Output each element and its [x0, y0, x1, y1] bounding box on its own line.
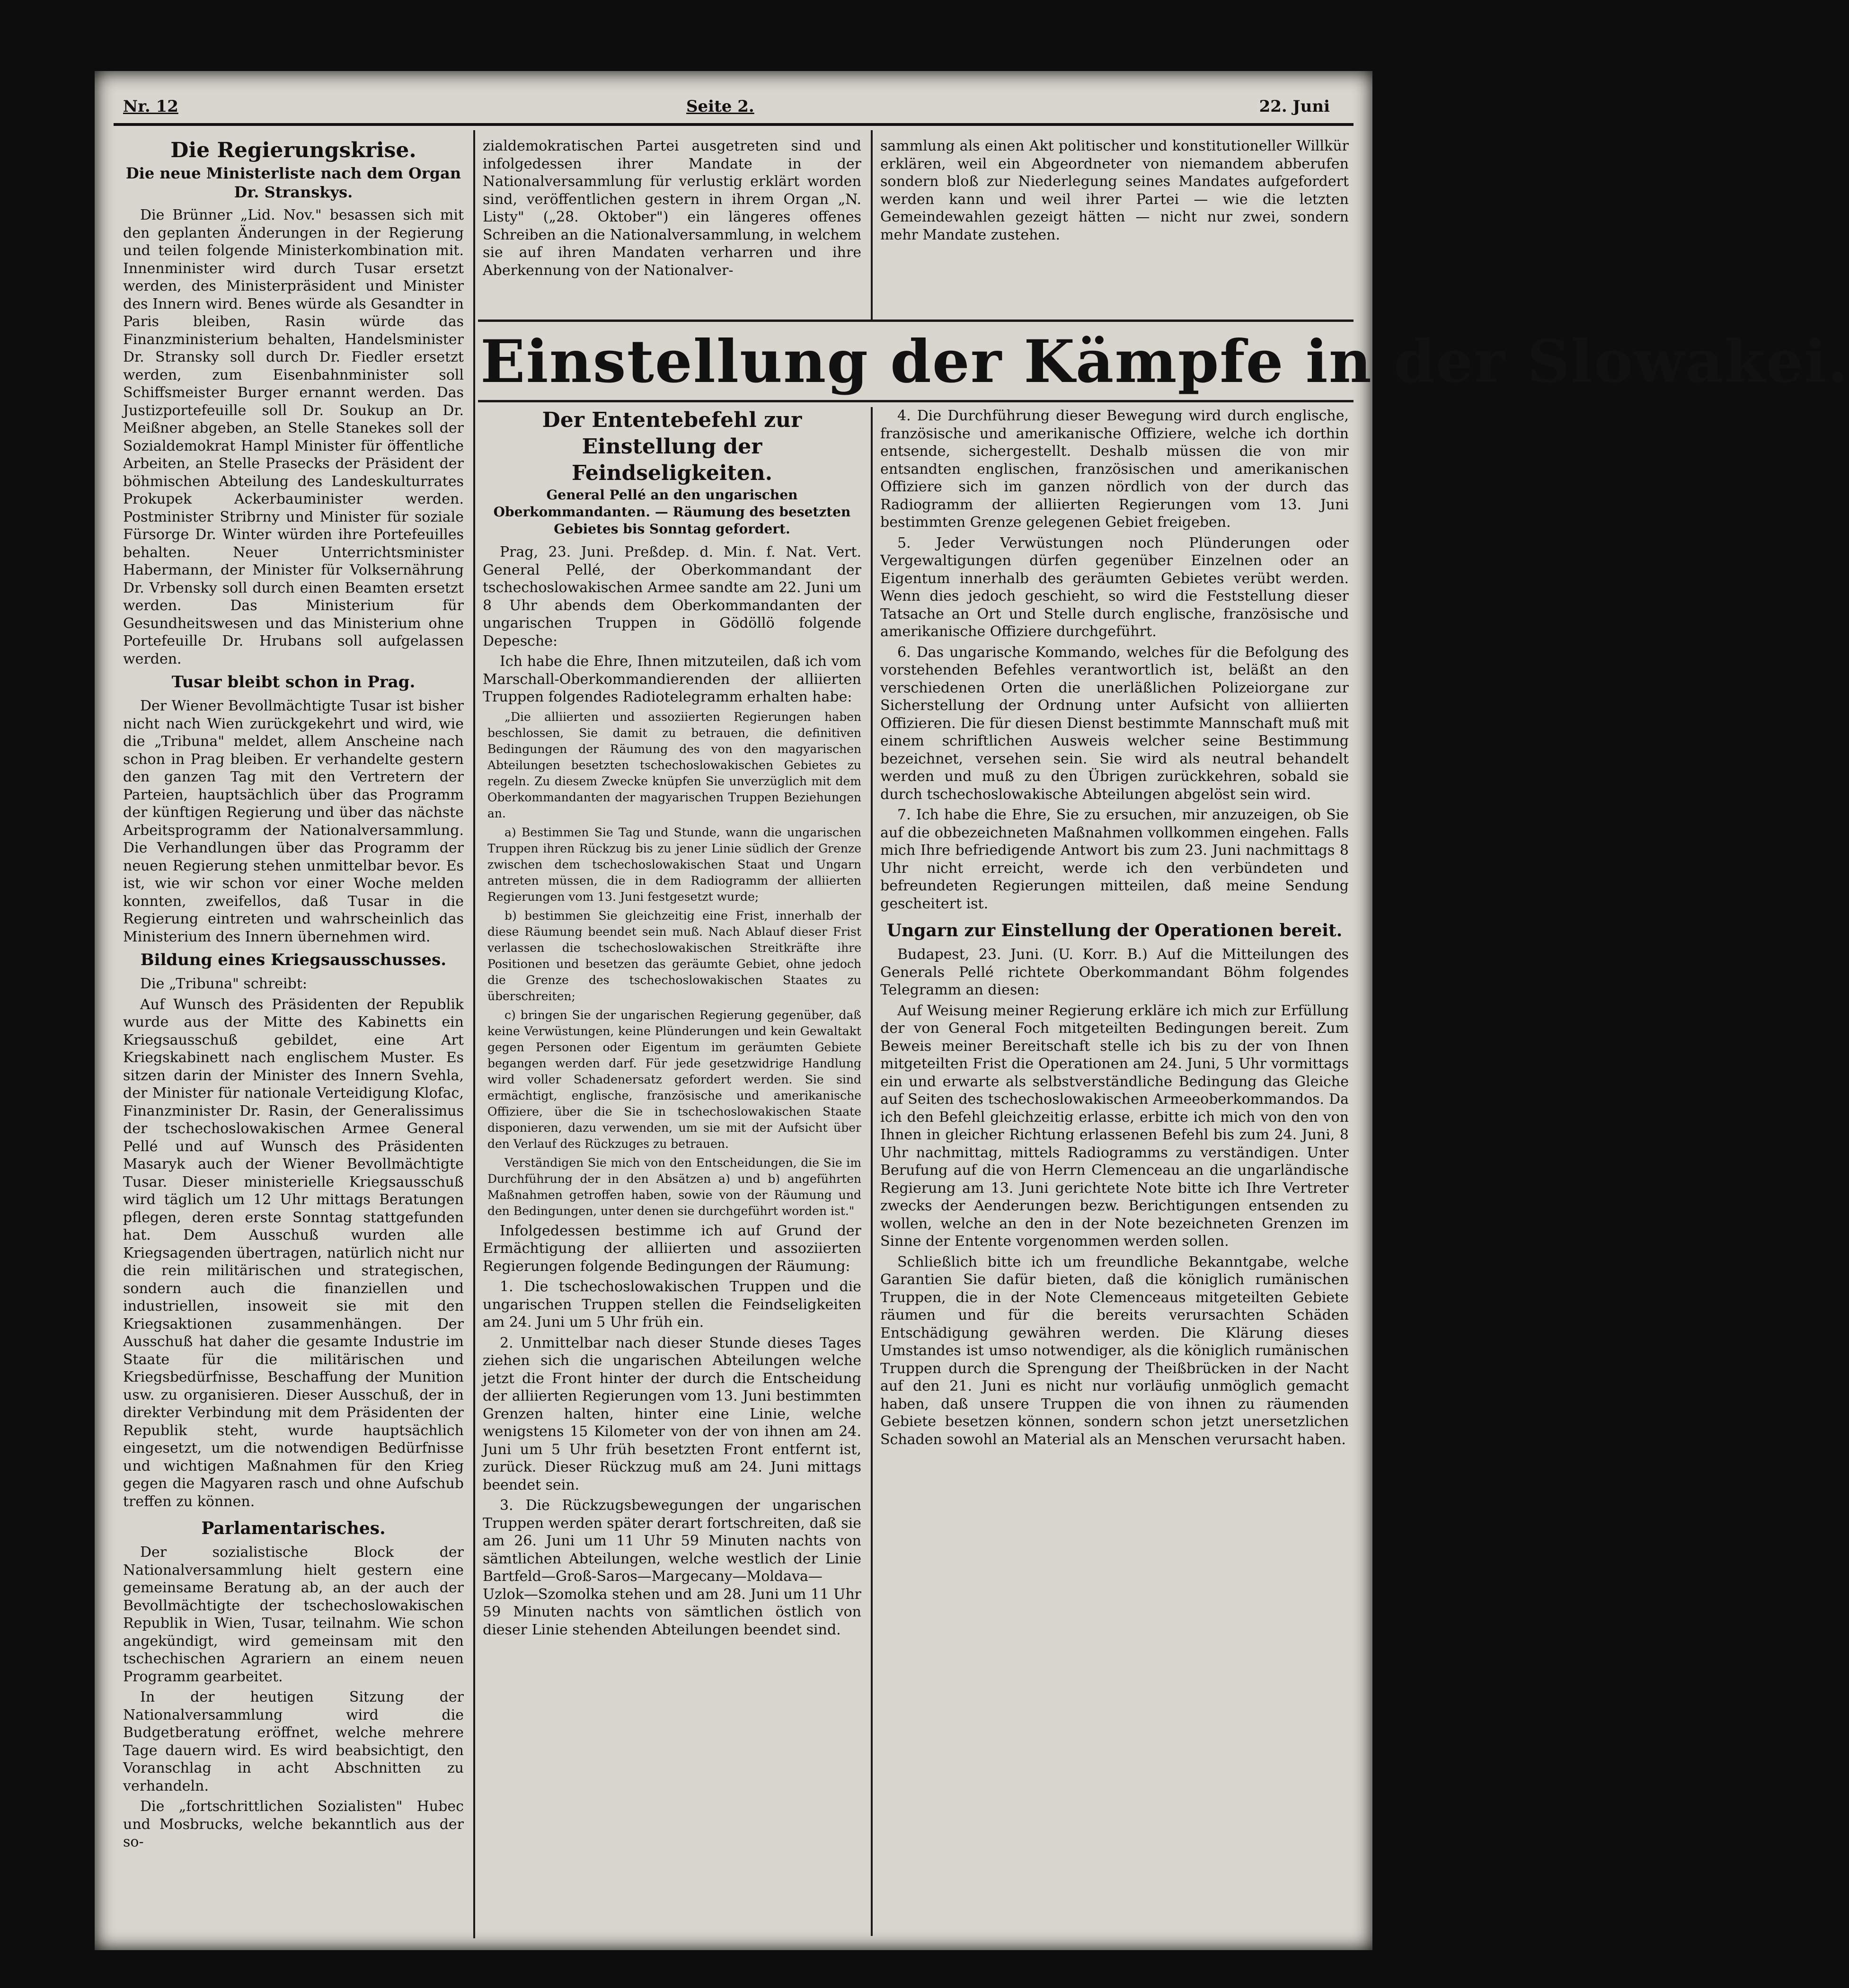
paragraph: zialdemokratischen Partei ausgetreten sind und infolgedessen ihrer Mandate in der Nationalversammlung für verlustig erklärt worden sind, veröffentlichen gestern in ihrem Organ „N. Listy" („28. Oktober") ein längeres offenes Schreiben an die Nationalversammlung, in welchem sie auf ihren Mandaten verharren und ihre Aberkennung von der Nationalver- [483, 138, 861, 279]
banner-headline: Einstellung der Kämpfe in der Slowakei. [480, 328, 1849, 396]
article-title-tusar: Tusar bleibt schon in Prag. [171, 673, 416, 692]
paragraph: 6. Das ungarische Kommando, welches für die Befolgung des vorstehenden Befehles verantwortlich ist, beläßt an den verschiedenen Orten die unerläßlichen Polizeiorgane zur Sicherstellung der Ordnung unter Aufsicht von alliierten Offizieren. Die für diesen Dienst bestimmte Mannschaft muß mit einem schriftlichen Ausweis welcher seine Bestimmung bezeichnet, versehen sein. Sie wird als neutral behandelt werden und muß zu den Übrigen zurückkehren, sobald sie durch tschechoslowakische Abteilungen abgelöst sein wird. [880, 644, 1349, 803]
column-rule-2 [871, 407, 873, 1936]
column-right-top [880, 137, 1349, 317]
paragraph: Auf Weisung meiner Regierung erkläre ich mich zur Erfüllung der von General Foch mitgeteilten Bedingungen bereit. Zum Beweis meiner Bereitschaft stelle ich bis zu der von Ihnen mitgeteilten Frist die Operationen am 24. Juni, 5 Uhr vormittags ein und erwarte als selbstverständliche Bedingung das Gleiche auf Seiten des tschechoslowakischen Armeeoberkommandos. Da ich den Befehl gleichzeitig erlasse, erbitte ich mich von den von Ihnen in gleicher Richtung erlassenen Befehl bis zum 24. Juni, 8 Uhr nachmittag, mittels Radiogramms zu verständigen. Unter Berufung auf die von Herrn Clemenceau an die ungarländische Regierung am 13. Juni gerichtete Note bitte ich Ihre Vertreter zwecks der Aenderungen bezw. Berichtigungen entsenden zu wollen, welche an den in der Note bezeichneten Grenzen im Sinne der Entente vorgenommen werden sollen. [880, 1002, 1349, 1250]
paragraph: Der Wiener Bevollmächtigte Tusar ist bisher nicht nach Wien zurückgekehrt und wird, wie die „Tribuna" meldet, allem Anscheine nach schon in Prag bleiben. Er verhandelte gestern den ganzen Tag mit den Vertretern der Parteien, hauptsächlich über das Programm der künftigen Regierung und über das nächste Arbeitsprogramm der Nationalversammlung. Die Verhandlungen über das Programm der neuen Regierung stehen unmittelbar bevor. Es ist, wie wir schon vor einer Woche melden konnten, zweifellos, daß Tusar in die Regierung eintreten und wahrscheinlich das Ministerium des Innern übernehmen wird. [123, 698, 464, 945]
paragraph: Die „Tribuna" schreibt: [140, 976, 307, 992]
column-middle [483, 407, 861, 1931]
paragraph: Die Brünner „Lid. Nov." besassen sich mit den geplanten Änderungen in der Regierung und teilen folgende Ministerkombination mit. Innenminister wird durch Tusar ersetzt werden, des Ministerpräsident und Minister des Innern wird. Benes würde als Gesandter in Paris bleiben, Rasin würde das Finanzministerium behalten, Handelsminister Dr. Stransky soll durch Dr. Fiedler ersetzt werden, zum Eisenbahnminister soll Schiffsmeister Burger ernannt werden. Das Justizportefeuille soll Dr. Soukup an Dr. Meißner abgeben, an Stelle Stanekes soll der Sozialdemokrat Hampl Minister für öffentliche Arbeiten, an Stelle Prasecks der Präsident der böhmischen Abteilung des Landeskulturrates Prokupek Ackerbauminister werden. Postminister Stribrny und Minister für soziale Fürsorge Dr. Winter würden ihre Portefeuilles behalten. Neuer Unterrichtsminister Habermann, der Minister für Volksernährung Dr. Vrbensky soll durch einen Beamten ersetzt werden. Das Ministerium für Gesundheitswesen und das Ministerium ohne Portefeuille Dr. Hrubans soll aufgelassen werden. [123, 207, 464, 667]
paragraph: 3. Die Rückzugsbewegungen der ungarischen Truppen werden später derart fortschreiten, daß sie am 26. Juni um 11 Uhr 59 Minuten nachts von sämtlichen Abteilungen, welche westlich der Linie Bartfeld—Groß-Saros—Margecany—Moldava—Uzlok—Szomolka stehen und am 28. Juni um 11 Uhr 59 Minuten nachts von sämtlichen östlich von dieser Linie stehenden Abteilungen beendet sind. [483, 1497, 861, 1638]
article-deck: General Pellé an den ungarischen Oberkommandanten. — Räumung des besetzten Gebietes bis Sonntag gefordert. [493, 487, 851, 537]
banner-rule-top [478, 320, 1354, 322]
paragraph: 4. Die Durchführung dieser Bewegung wird durch englische, französische und amerikanische Offiziere, welche ich dorthin entsende, sichergestellt. Deshalb müssen die von mir entsandten englischen, französischen und amerikanischen Offiziere sich im ganzen nördlich von der durch das Radiogramm der alliierten Regierungen vom 13. Juni bestimmten Grenze gelegenen Gebiet freigeben. [880, 408, 1349, 531]
banner-rule-bottom [478, 400, 1354, 402]
paragraph: Budapest, 23. Juni. (U. Korr. B.) Auf die Mitteilungen des Generals Pellé richtete Oberkommandant Böhm folgendes Telegramm an diesen: [880, 946, 1349, 998]
paragraph: Infolgedessen bestimme ich auf Grund der Ermächtigung der alliierten und assoziierten Regierungen folgende Bedingungen der Räumung: [483, 1222, 861, 1275]
paragraph: 5. Jeder Verwüstungen noch Plünderungen oder Vergewaltigungen dürfen gegenüber Einzelnen oder an Eigentum innerhalb des geräumten Gebietes verübt werden. Wenn dies jedoch geschieht, so wird die Feststellung dieser Tatsache an Ort und Stelle durch englische, französische und amerikanische Offiziere durchgeführt. [880, 534, 1349, 640]
quoted-paragraph: c) bringen Sie der ungarischen Regierung gegenüber, daß keine Verwüstungen, keine Plünderungen und kein Gewaltakt gegen Personen oder Eigentum im geräumten Gebiete begangen werden darf. Für jede gesetzwidrige Handlung wird voller Schadenersatz gefordert werden. Sie sind ermächtigt, englische, französische und amerikanische Offiziere, über die Sie in tschechoslowakischen Staate disponieren, dazu verwenden, um sie mit der Aufsicht über den Verlauf des Rückzuges zu betrauen. [487, 1008, 861, 1151]
newspaper-page [95, 71, 1849, 1950]
article-title-parlamentarisches: Parlamentarisches. [201, 1518, 386, 1538]
article-title-kriegsausschuss: Bildung eines Kriegsausschusses. [140, 950, 447, 969]
column-rule-1 [473, 130, 475, 1938]
paragraph: Schließlich bitte ich um freundliche Bekanntgabe, welche Garantien Sie dafür bieten, daß die königlich rumänischen Truppen, die in der Note Clemenceaus mitgeteilten Gebiete räumen und für die bereits verursachten Schäden Entschädigung gewähren werden. Die Klärung dieses Umstandes ist umso notwendiger, als die königlich rumänischen Truppen durch die Sprengung der Theißbrücken in der Nacht auf den 21. Juni es nicht nur vorläufig unmöglich gemacht haben, daß unsere Truppen die von ihnen zu räumenden Gebiete besetzen können, sondern schon jetzt unersetzlichen Schaden sowohl an Material als an Menschen verursacht haben. [880, 1253, 1349, 1448]
quoted-paragraph: „Die alliierten und assoziierten Regierungen haben beschlossen, Sie damit zu betrauen, die definitiven Bedingungen der Räumung des von den magyarischen Abteilungen besetzten tschechoslowakischen Gebietes zu regeln. Zu diesem Zwecke knüpfen Sie unverzüglich mit dem Oberkommandanten der magyarischen Truppen Beziehungen an. [487, 710, 861, 820]
column-left [123, 137, 464, 1936]
paragraph: Ich habe die Ehre, Ihnen mitzuteilen, daß ich vom Marschall-Oberkommandierenden der alliierten Truppen folgendes Radiotelegramm erhalten habe: [483, 653, 861, 705]
article-title-ungarn: Ungarn zur Einstellung der Operationen bereit. [886, 921, 1343, 941]
issue-date: 22. Juni [1259, 97, 1330, 116]
issue-number: Nr. 12 [123, 97, 178, 116]
article-title-ententebefehl: Der Ententebefehl zur Einstellung der Feindseligkeiten. [542, 408, 802, 485]
article-subtitle-ministerliste: Die neue Ministerliste nach dem Organ Dr. Stranskys. [125, 164, 461, 201]
paragraph: Prag, 23. Juni. Preßdep. d. Min. f. Nat. Vert. General Pellé, der Oberkommandant der tschechoslowakischen Armee sandte am 22. Juni um 8 Uhr abends dem Oberkommandanten der ungarischen Truppen in Gödöllö folgende Depesche: [483, 544, 861, 649]
quoted-paragraph: Verständigen Sie mich von den Entscheidungen, die Sie im Durchführung der in den Absätzen a) und b) angeführten Maßnahmen getroffen haben, sowie von der Räumung und den Bedingungen, unter denen sie durchgeführt worden ist." [487, 1155, 861, 1218]
paragraph: Die „fortschrittlichen Sozialisten" Hubec und Mosbrucks, welche bekanntlich aus der so- [123, 1798, 464, 1850]
quoted-paragraph: b) bestimmen Sie gleichzeitig eine Frist, innerhalb der diese Räumung beendet sein muß. Nach Ablauf dieser Frist verlassen die tschechoslowakischen Streitkräfte ihre Positionen und besetzen das geräumte Gebiet, ohne jedoch die Grenze des tschechoslowakischen Staates zu überschreiten; [487, 908, 861, 1003]
paragraph: 1. Die tschechoslowakischen Truppen und die ungarischen Truppen stellen die Feindseligkeiten am 24. Juni um 5 Uhr früh ein. [483, 1278, 861, 1331]
column-right [880, 407, 1349, 1931]
page-number: Seite 2. [686, 97, 754, 116]
paragraph: In der heutigen Sitzung der Nationalversammlung wird die Budgetberatung eröffnet, welche mehrere Tage dauern wird. Es wird beabsichtigt, den Voranschlag in acht Abschnitten zu verhandeln. [123, 1689, 464, 1794]
header-rule [114, 123, 1354, 126]
paragraph: 2. Unmittelbar nach dieser Stunde dieses Tages ziehen sich die ungarischen Abteilungen welche jetzt die Front hinter der durch die Entscheidung der alliierten Regierungen vom 13. Juni bestimmten Grenzen halten, hinter eine Linie, welche wenigstens 15 Kilometer von der von ihnen am 24. Juni um 5 Uhr früh besetzten Front entfernt ist, zurück. Dieser Rückzug muß am 24. Juni mittags beendet sein. [483, 1334, 861, 1493]
paragraph: Auf Wunsch des Präsidenten der Republik wurde aus der Mitte des Kabinetts ein Kriegsausschuß gebildet, eine Art Kriegskabinett nach englischem Muster. Es sitzen darin der Minister des Innern Svehla, der Minister für nationale Verteidigung Klofac, Finanzminister Dr. Rasin, der Generalissimus der tschechoslowakischen Armee General Pellé und auf Wunsch des Präsidenten Masaryk auch der Wiener Bevollmächtigte Tusar. Dieser ministerielle Kriegsausschuß wird täglich um 12 Uhr mittags Beratungen pflegen, deren erste Sonntag stattgefunden hat. Dem Ausschuß wurden alle Kriegsagenden übertragen, natürlich nicht nur die rein militärischen und strategischen, sondern auch die finanziellen und industriellen, insoweit sie mit den Kriegsaktionen zusammenhängen. Der Ausschuß hat daher die gesamte Industrie im Staate für die militärischen und Kriegsbedürfnisse, Beschaffung der Munition usw. zu organisieren. Dieser Ausschuß, der in direkter Verbindung mit dem Präsidenten der Republik steht, wurde hauptsächlich eingesetzt, um die notwendigen Bedürfnisse und wichtigen Maßnahmen für den Krieg gegen die Magyaren rasch und ohne Aufschub treffen zu können. [123, 996, 464, 1510]
paragraph: Der sozialistische Block der Nationalversammlung hielt gestern eine gemeinsame Beratung ab, an der auch der Bevollmächtigte der tschechoslowakischen Republik in Wien, Tusar, teilnahm. Wie schon angekündigt, wird gemeinsam mit den tschechischen Agrariern an einem neuen Programm gearbeitet. [123, 1544, 464, 1685]
paragraph: 7. Ich habe die Ehre, Sie zu ersuchen, mir anzuzeigen, ob Sie auf die obbezeichneten Maßnahmen vollkommen eingehen. Falls mich Ihre befriedigende Antwort bis zum 23. Juni nachmittags 8 Uhr nicht erreicht, werde ich den verbündeten und befreundeten Regierungen mitteilen, daß meine Sendung gescheitert ist. [880, 807, 1349, 912]
column-middle-top [483, 137, 861, 317]
column-rule-2-top [871, 130, 873, 320]
article-title-regierungskrise: Die Regierungskrise. [170, 138, 416, 162]
paragraph: sammlung als einen Akt politischer und konstitutioneller Willkür erklären, weil ein Abgeordneter von niemandem abberufen sondern bloß zur Niederlegung seines Mandates aufgefordert werden kann und weil ihrer Partei — wie die letzten Gemeindewahlen gezeigt hätten — nicht nur zwei, sondern mehr Mandate zustehen. [880, 138, 1349, 243]
quoted-paragraph: a) Bestimmen Sie Tag und Stunde, wann die ungarischen Truppen ihren Rückzug bis zu jener Linie südlich der Grenze zwischen dem tschechoslowakischen Staat und Ungarn antreten müssen, die in dem Radiogramm der alliierten Regierungen vom 13. Juni festgesetzt wurde; [487, 825, 861, 904]
